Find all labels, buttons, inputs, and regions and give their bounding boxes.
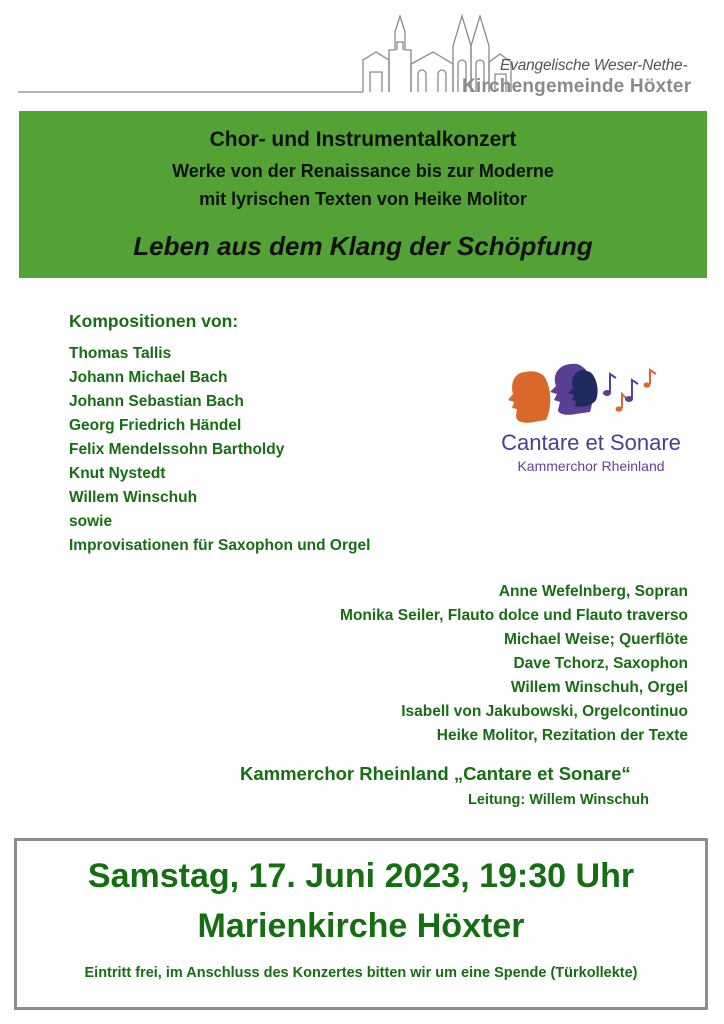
performer-item: Isabell von Jakubowski, Orgelcontinuo — [401, 703, 688, 720]
singing-faces-music-notes-icon — [486, 358, 696, 428]
title-banner — [19, 111, 707, 278]
composer-item: Felix Mendelssohn Bartholdy — [69, 441, 285, 458]
composer-item: Improvisationen für Saxophon und Orgel — [69, 537, 371, 554]
choir-leitung: Leitung: Willem Winschuh — [468, 792, 649, 808]
performer-item: Michael Weise; Querflöte — [503, 631, 688, 648]
performer-item: Monika Seiler, Flauto dolce und Flauto traverso — [340, 607, 688, 624]
performer-item: Willem Winschuh, Orgel — [510, 679, 688, 696]
header — [0, 0, 724, 105]
composer-item: Johann Sebastian Bach — [69, 393, 244, 410]
org-name-line1: Evangelische Weser-Nethe- — [500, 57, 688, 74]
composer-item: Thomas Tallis — [69, 345, 172, 362]
composer-item: Johann Michael Bach — [69, 369, 228, 386]
event-date: Samstag, 17. Juni 2023, 19:30 Uhr — [87, 857, 635, 895]
composer-item: sowie — [69, 513, 113, 530]
org-name-line2: Kirchengemeinde Höxter — [462, 76, 692, 97]
event-place: Marienkirche Höxter — [197, 907, 525, 945]
composer-item: Knut Nystedt — [69, 465, 166, 482]
concert-title: Chor- und Instrumentalkonzert — [209, 128, 517, 151]
concert-motto: Leben aus dem Klang der Schöpfung — [133, 231, 593, 261]
choir-logo-subtitle: Kammerchor Rheinland — [517, 458, 665, 474]
compositions-heading: Kompositionen von: — [69, 311, 239, 331]
performers-list — [340, 580, 688, 748]
composer-item: Georg Friedrich Händel — [69, 417, 242, 434]
performer-item: Heike Molitor, Rezitation der Texte — [436, 727, 688, 744]
choir-logo — [486, 358, 696, 478]
concert-subtitle: Werke von der Renaissance bis zur Moderne — [172, 161, 554, 181]
choir-name: Kammerchor Rheinland „Cantare et Sonare“ — [240, 763, 631, 784]
compositions-list — [69, 342, 370, 558]
event-note: Eintritt frei, im Anschluss des Konzertes bitten wir um eine Spende (Türkollekte) — [84, 965, 638, 981]
concert-subtitle-texts: mit lyrischen Texten von Heike Molitor — [199, 189, 527, 209]
performer-item: Anne Wefelnberg, Sopran — [498, 583, 688, 600]
choir-logo-name: Cantare et Sonare — [501, 430, 681, 455]
composer-item: Willem Winschuh — [69, 489, 198, 506]
event-info-box — [14, 838, 708, 1010]
performer-item: Dave Tchorz, Saxophon — [513, 655, 688, 672]
